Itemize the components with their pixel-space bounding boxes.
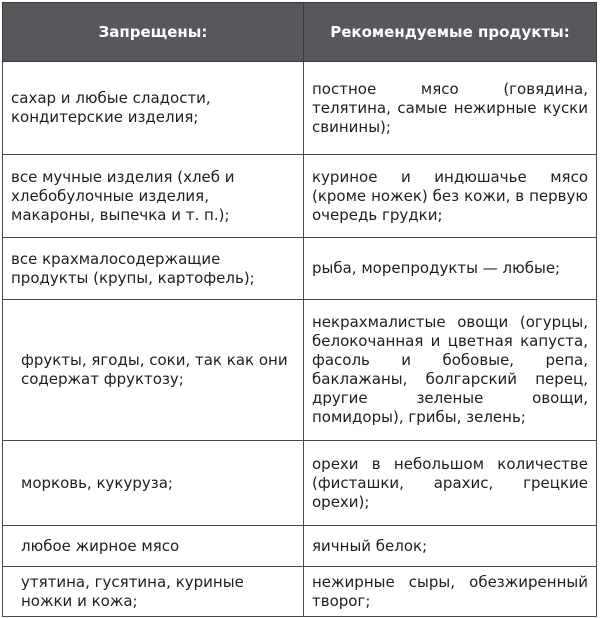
table-header-row bbox=[3, 3, 597, 62]
recommended-cell: нежирные сыры, обезжиренный творог; bbox=[304, 567, 597, 617]
forbidden-cell: морковь, кукуруза; bbox=[3, 441, 304, 526]
table-row bbox=[3, 526, 597, 567]
recommended-cell: орехи в небольшом количестве (фисташки, арахис, грецкие орехи); bbox=[304, 441, 597, 526]
table-row bbox=[3, 300, 597, 441]
forbidden-cell: все крахмалосодержащие продукты (крупы, картофель); bbox=[3, 238, 304, 300]
diet-food-table bbox=[2, 2, 597, 617]
table-row bbox=[3, 238, 597, 300]
recommended-cell: яичный белок; bbox=[304, 526, 597, 567]
header-forbidden: Запрещены: bbox=[3, 3, 304, 62]
forbidden-cell: фрукты, ягоды, соки, так как они содержат фруктозу; bbox=[3, 300, 304, 441]
recommended-cell: рыба, морепродукты — любые; bbox=[304, 238, 597, 300]
table-row bbox=[3, 567, 597, 617]
forbidden-cell: любое жирное мясо bbox=[3, 526, 304, 567]
recommended-cell: некрахмалистые овощи (огурцы, белокочанная и цветная капуста, фасоль и бобовые, репа, баклажаны, болгарский перец, другие зеленые овощи, помидоры), грибы, зелень; bbox=[304, 300, 597, 441]
recommended-cell: куриное и индюшачье мясо (кроме ножек) без кожи, в первую очередь грудки; bbox=[304, 155, 597, 238]
table-row bbox=[3, 155, 597, 238]
diet-table-container bbox=[2, 2, 596, 614]
recommended-cell: постное мясо (говядина, телятина, самые нежирные куски свинины); bbox=[304, 62, 597, 155]
forbidden-cell: все мучные изделия (хлеб и хлебобулочные изделия, макароны, выпечка и т. п.); bbox=[3, 155, 304, 238]
table-row bbox=[3, 441, 597, 526]
header-recommended: Рекомендуемые продукты: bbox=[304, 3, 597, 62]
forbidden-cell: утятина, гусятина, куриные ножки и кожа; bbox=[3, 567, 304, 617]
forbidden-cell: сахар и любые сладости, кондитерские изделия; bbox=[3, 62, 304, 155]
table-row bbox=[3, 62, 597, 155]
